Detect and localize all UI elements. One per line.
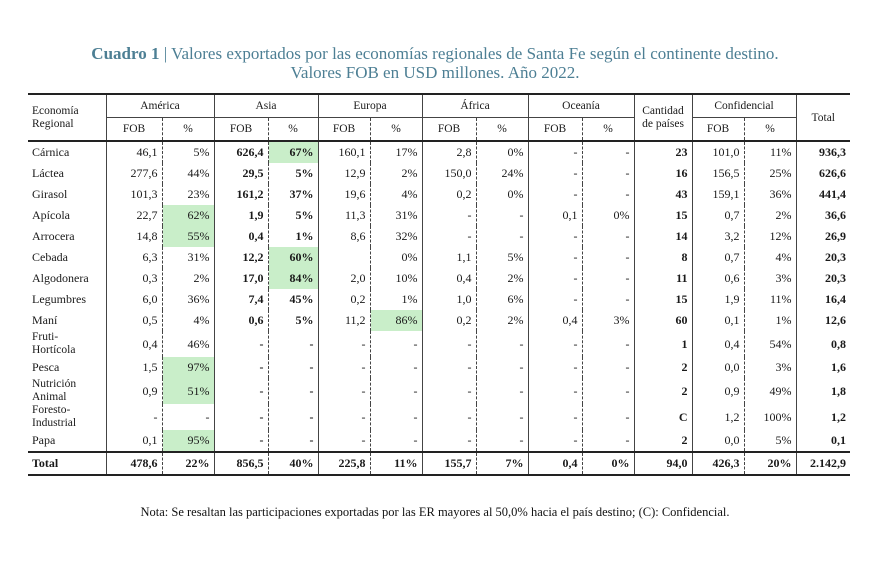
cell-eu-fob: 225,8	[318, 452, 370, 475]
cell-as-fob: 17,0	[214, 268, 268, 289]
row-label	[28, 226, 106, 247]
cell-am-pct: 4%	[162, 310, 214, 331]
row-label-line: Foresto-	[32, 404, 71, 416]
title-text: Valores exportados por las economías regionales de Santa Fe según el continente destino.	[171, 44, 779, 63]
cell-total: 0,8	[796, 331, 850, 357]
header-economia: Economía	[32, 104, 79, 117]
cell-am-fob: -	[106, 404, 162, 430]
cell-total: 20,3	[796, 247, 850, 268]
cell-am-fob: 6,0	[106, 289, 162, 310]
cell-oc-pct: 0%	[582, 205, 634, 226]
cell-as-fob: -	[214, 404, 268, 430]
total-row	[28, 452, 850, 475]
title-line-2: Valores FOB en USD millones. Año 2022.	[290, 63, 580, 82]
cell-af-fob: -	[422, 404, 476, 430]
cell-af-pct: -	[476, 357, 528, 378]
cell-as-pct: 5%	[268, 205, 318, 226]
cell-eu-fob: 11,3	[318, 205, 370, 226]
exports-table	[28, 93, 850, 476]
row-label	[28, 205, 106, 226]
table-row	[28, 163, 850, 184]
subheader-fob: FOB	[214, 118, 268, 142]
cell-cant: 16	[634, 163, 692, 184]
cell-co-fob: 0,0	[692, 357, 744, 378]
cell-co-fob: 0,9	[692, 378, 744, 404]
cell-as-fob: -	[214, 430, 268, 452]
cell-af-pct: 2%	[476, 268, 528, 289]
cell-cant: 2	[634, 357, 692, 378]
title-line-1	[0, 44, 870, 63]
cell-eu-pct: 2%	[370, 163, 422, 184]
cell-as-pct: 84%	[268, 268, 318, 289]
header-economia-regional	[28, 94, 106, 141]
cell-oc-pct: -	[582, 331, 634, 357]
cell-oc-pct: -	[582, 184, 634, 205]
cell-as-pct: 67%	[268, 141, 318, 163]
table-row	[28, 268, 850, 289]
subheader-fob: FOB	[318, 118, 370, 142]
cell-co-pct: 5%	[744, 430, 796, 452]
row-label-line: Pesca	[32, 360, 60, 374]
cell-co-pct: 49%	[744, 378, 796, 404]
cell-cant: 94,0	[634, 452, 692, 475]
table-row	[28, 289, 850, 310]
cell-oc-fob: -	[528, 331, 582, 357]
row-label	[28, 268, 106, 289]
table-row	[28, 141, 850, 163]
row-label-line: Papa	[32, 433, 56, 447]
cell-co-fob: 156,5	[692, 163, 744, 184]
table-row	[28, 310, 850, 331]
table-row	[28, 247, 850, 268]
cell-am-pct: 23%	[162, 184, 214, 205]
cell-cant: 23	[634, 141, 692, 163]
subheader-pct: %	[268, 118, 318, 142]
cell-oc-pct: -	[582, 378, 634, 404]
cell-oc-pct: 0%	[582, 452, 634, 475]
cell-eu-fob: 8,6	[318, 226, 370, 247]
table-row	[28, 331, 850, 357]
cell-oc-pct: -	[582, 226, 634, 247]
cell-cant: 15	[634, 205, 692, 226]
subheader-pct: %	[476, 118, 528, 142]
cell-oc-fob: -	[528, 226, 582, 247]
cell-cant: 60	[634, 310, 692, 331]
cell-eu-pct: 1%	[370, 289, 422, 310]
cell-oc-fob: -	[528, 163, 582, 184]
subheader-fob: FOB	[422, 118, 476, 142]
header-total: Total	[796, 94, 850, 141]
row-label-line: Arrocera	[32, 229, 75, 243]
cell-as-fob: -	[214, 378, 268, 404]
cell-as-pct: -	[268, 430, 318, 452]
cell-as-fob: 1,9	[214, 205, 268, 226]
cell-am-fob: 277,6	[106, 163, 162, 184]
cell-total: 2.142,9	[796, 452, 850, 475]
row-label	[28, 452, 106, 475]
cell-oc-fob: 0,4	[528, 310, 582, 331]
cell-af-pct: 6%	[476, 289, 528, 310]
cell-as-pct: -	[268, 331, 318, 357]
cell-af-fob: -	[422, 430, 476, 452]
header-row-2	[28, 118, 850, 142]
cell-eu-pct: 86%	[370, 310, 422, 331]
cell-as-fob: -	[214, 331, 268, 357]
cell-oc-fob: 0,4	[528, 452, 582, 475]
cell-am-fob: 478,6	[106, 452, 162, 475]
cell-am-pct: 2%	[162, 268, 214, 289]
cell-eu-pct: 0%	[370, 247, 422, 268]
cell-af-fob: 150,0	[422, 163, 476, 184]
cell-oc-fob: -	[528, 247, 582, 268]
cell-oc-pct: -	[582, 289, 634, 310]
cell-eu-pct: -	[370, 331, 422, 357]
cell-eu-fob: -	[318, 404, 370, 430]
subheader-pct: %	[744, 118, 796, 142]
table-row	[28, 184, 850, 205]
row-label-line: Legumbres	[32, 292, 86, 306]
cell-eu-fob: 12,9	[318, 163, 370, 184]
cell-am-fob: 0,9	[106, 378, 162, 404]
row-label-line: Hortícola	[32, 344, 76, 356]
cell-eu-pct: 4%	[370, 184, 422, 205]
cell-af-fob: 155,7	[422, 452, 476, 475]
subheader-pct: %	[370, 118, 422, 142]
cell-as-pct: -	[268, 404, 318, 430]
cell-am-pct: 51%	[162, 378, 214, 404]
cell-am-pct: 31%	[162, 247, 214, 268]
cell-eu-fob: 11,2	[318, 310, 370, 331]
cell-total: 626,6	[796, 163, 850, 184]
cell-eu-pct: -	[370, 404, 422, 430]
cell-am-fob: 22,7	[106, 205, 162, 226]
cell-af-pct: -	[476, 404, 528, 430]
cell-am-fob: 46,1	[106, 141, 162, 163]
row-label	[28, 289, 106, 310]
cell-as-pct: -	[268, 378, 318, 404]
row-label-line: Algodonera	[32, 271, 89, 285]
cell-am-pct: 46%	[162, 331, 214, 357]
cell-am-fob: 6,3	[106, 247, 162, 268]
header-confidencial: Confidencial	[692, 94, 796, 118]
cell-as-pct: 60%	[268, 247, 318, 268]
cell-co-fob: 159,1	[692, 184, 744, 205]
cell-af-fob: 2,8	[422, 141, 476, 163]
cell-total: 12,6	[796, 310, 850, 331]
cell-oc-pct: -	[582, 268, 634, 289]
cell-total: 26,9	[796, 226, 850, 247]
cell-co-fob: 101,0	[692, 141, 744, 163]
cell-af-pct: -	[476, 226, 528, 247]
cell-co-pct: 1%	[744, 310, 796, 331]
cell-co-pct: 20%	[744, 452, 796, 475]
cell-eu-pct: 32%	[370, 226, 422, 247]
cell-as-pct: 37%	[268, 184, 318, 205]
cell-oc-fob: -	[528, 289, 582, 310]
cell-oc-fob: -	[528, 357, 582, 378]
cell-co-fob: 0,1	[692, 310, 744, 331]
row-label	[28, 357, 106, 378]
cell-af-fob: -	[422, 378, 476, 404]
cell-cant: 14	[634, 226, 692, 247]
table-row	[28, 404, 850, 430]
cell-as-fob: 0,6	[214, 310, 268, 331]
row-label-line: Cárnica	[32, 145, 70, 159]
cell-co-fob: 426,3	[692, 452, 744, 475]
row-label-line: Fruti-	[32, 331, 59, 343]
cell-co-pct: 2%	[744, 205, 796, 226]
cell-co-pct: 3%	[744, 268, 796, 289]
cell-co-pct: 36%	[744, 184, 796, 205]
cell-eu-pct: 31%	[370, 205, 422, 226]
cell-co-pct: 100%	[744, 404, 796, 430]
cell-af-fob: -	[422, 357, 476, 378]
row-label-line: Industrial	[32, 417, 77, 429]
table-body	[28, 141, 850, 475]
cell-as-pct: 40%	[268, 452, 318, 475]
cell-af-pct: -	[476, 378, 528, 404]
cell-eu-fob: 0,2	[318, 289, 370, 310]
cell-af-pct: -	[476, 331, 528, 357]
cell-am-pct: -	[162, 404, 214, 430]
cell-co-fob: 3,2	[692, 226, 744, 247]
cell-co-pct: 54%	[744, 331, 796, 357]
header-cantidad: Cantidad	[642, 104, 684, 117]
row-label	[28, 184, 106, 205]
cell-af-pct: -	[476, 430, 528, 452]
cell-cant: 1	[634, 331, 692, 357]
header-africa: África	[422, 94, 528, 118]
cell-total: 441,4	[796, 184, 850, 205]
row-label	[28, 141, 106, 163]
cell-eu-pct: 17%	[370, 141, 422, 163]
cell-am-fob: 0,5	[106, 310, 162, 331]
cell-co-fob: 0,4	[692, 331, 744, 357]
cell-co-pct: 25%	[744, 163, 796, 184]
header-america: América	[106, 94, 214, 118]
cell-as-fob: 0,4	[214, 226, 268, 247]
cell-af-pct: -	[476, 205, 528, 226]
header-oceania: Oceanía	[528, 94, 634, 118]
cell-eu-pct: -	[370, 378, 422, 404]
cell-co-pct: 3%	[744, 357, 796, 378]
cell-cant: 11	[634, 268, 692, 289]
table-note: Nota: Se resaltan las participaciones exportadas por las ER mayores al 50,0% hacia el país destino; (C): Confidencial.	[140, 505, 730, 519]
cell-am-pct: 55%	[162, 226, 214, 247]
cell-cant: 15	[634, 289, 692, 310]
row-label-line: Láctea	[32, 166, 64, 180]
cell-total: 0,1	[796, 430, 850, 452]
cell-oc-fob: -	[528, 141, 582, 163]
header-cantidad-paises	[634, 94, 692, 141]
subheader-fob: FOB	[106, 118, 162, 142]
title-separator: |	[159, 44, 172, 63]
row-label-line: Apícola	[32, 208, 70, 222]
cell-co-pct: 4%	[744, 247, 796, 268]
cell-af-pct: 0%	[476, 141, 528, 163]
cell-co-fob: 0,7	[692, 247, 744, 268]
cell-af-pct: 2%	[476, 310, 528, 331]
cell-af-fob: -	[422, 205, 476, 226]
row-label	[28, 163, 106, 184]
cell-am-fob: 101,3	[106, 184, 162, 205]
cell-co-pct: 11%	[744, 141, 796, 163]
cell-co-fob: 1,2	[692, 404, 744, 430]
cell-am-pct: 44%	[162, 163, 214, 184]
cell-as-fob: 856,5	[214, 452, 268, 475]
row-label-line: Nutrición	[32, 378, 77, 390]
cell-eu-pct: 11%	[370, 452, 422, 475]
subheader-pct: %	[582, 118, 634, 142]
cell-am-fob: 0,4	[106, 331, 162, 357]
cell-eu-fob: -	[318, 378, 370, 404]
row-label	[28, 310, 106, 331]
row-label-line: Total	[32, 456, 59, 470]
cell-as-pct: 1%	[268, 226, 318, 247]
cell-oc-pct: 3%	[582, 310, 634, 331]
cell-af-fob: 1,1	[422, 247, 476, 268]
cell-eu-fob: -	[318, 357, 370, 378]
cell-oc-fob: -	[528, 404, 582, 430]
cell-eu-pct: -	[370, 357, 422, 378]
cell-oc-pct: -	[582, 357, 634, 378]
subheader-fob: FOB	[692, 118, 744, 142]
cell-af-fob: -	[422, 226, 476, 247]
cell-cant: 2	[634, 430, 692, 452]
cell-cant: 2	[634, 378, 692, 404]
subheader-pct: %	[162, 118, 214, 142]
table-row	[28, 430, 850, 452]
cell-oc-fob: -	[528, 268, 582, 289]
cell-as-pct: 5%	[268, 310, 318, 331]
cell-af-fob: 0,4	[422, 268, 476, 289]
row-label-line: Maní	[32, 313, 58, 327]
table-row	[28, 226, 850, 247]
cell-eu-fob: 160,1	[318, 141, 370, 163]
cell-as-pct: -	[268, 357, 318, 378]
cell-total: 1,6	[796, 357, 850, 378]
row-label	[28, 430, 106, 452]
cell-co-fob: 0,0	[692, 430, 744, 452]
cell-am-fob: 0,1	[106, 430, 162, 452]
cell-eu-fob	[318, 247, 370, 268]
cell-af-fob: 1,0	[422, 289, 476, 310]
cell-as-fob: 29,5	[214, 163, 268, 184]
cell-total: 936,3	[796, 141, 850, 163]
cell-as-pct: 45%	[268, 289, 318, 310]
row-label	[28, 331, 106, 357]
cell-co-fob: 0,7	[692, 205, 744, 226]
table-row	[28, 205, 850, 226]
header-regional: Regional	[32, 117, 74, 130]
header-de-paises: de países	[642, 117, 684, 130]
cell-as-fob: 626,4	[214, 141, 268, 163]
cell-total: 16,4	[796, 289, 850, 310]
cell-am-pct: 22%	[162, 452, 214, 475]
cell-af-fob: 0,2	[422, 310, 476, 331]
header-europa: Europa	[318, 94, 422, 118]
cell-as-fob: -	[214, 357, 268, 378]
cell-co-fob: 1,9	[692, 289, 744, 310]
cell-oc-fob: 0,1	[528, 205, 582, 226]
table-title	[0, 44, 870, 82]
cell-af-pct: 7%	[476, 452, 528, 475]
cell-af-fob: 0,2	[422, 184, 476, 205]
cell-am-pct: 5%	[162, 141, 214, 163]
cell-co-fob: 0,6	[692, 268, 744, 289]
cell-total: 1,8	[796, 378, 850, 404]
cell-am-pct: 62%	[162, 205, 214, 226]
cell-as-pct: 5%	[268, 163, 318, 184]
cell-total: 20,3	[796, 268, 850, 289]
cell-am-fob: 1,5	[106, 357, 162, 378]
cell-total: 1,2	[796, 404, 850, 430]
subheader-fob: FOB	[528, 118, 582, 142]
cell-eu-fob: -	[318, 430, 370, 452]
cell-cant: 8	[634, 247, 692, 268]
table-row	[28, 378, 850, 404]
cell-oc-pct: -	[582, 247, 634, 268]
row-label	[28, 378, 106, 404]
cell-cant: C	[634, 404, 692, 430]
row-label-line: Girasol	[32, 187, 68, 201]
cell-total: 36,6	[796, 205, 850, 226]
row-label	[28, 404, 106, 430]
cell-oc-fob: -	[528, 378, 582, 404]
cell-af-pct: 5%	[476, 247, 528, 268]
cell-af-pct: 0%	[476, 184, 528, 205]
cell-eu-fob: 2,0	[318, 268, 370, 289]
header-asia: Asia	[214, 94, 318, 118]
cell-af-fob: -	[422, 331, 476, 357]
cell-eu-pct: 10%	[370, 268, 422, 289]
cell-am-pct: 95%	[162, 430, 214, 452]
cell-oc-fob: -	[528, 430, 582, 452]
cell-oc-pct: -	[582, 141, 634, 163]
row-label	[28, 247, 106, 268]
cell-af-pct: 24%	[476, 163, 528, 184]
cell-am-fob: 0,3	[106, 268, 162, 289]
cell-co-pct: 11%	[744, 289, 796, 310]
cell-eu-pct: -	[370, 430, 422, 452]
table-row	[28, 357, 850, 378]
cell-oc-pct: -	[582, 430, 634, 452]
title-label: Cuadro 1	[91, 44, 160, 63]
cell-eu-fob: -	[318, 331, 370, 357]
row-label-line: Animal	[32, 391, 67, 403]
row-label-line: Cebada	[32, 250, 68, 264]
cell-am-fob: 14,8	[106, 226, 162, 247]
cell-as-fob: 7,4	[214, 289, 268, 310]
cell-as-fob: 12,2	[214, 247, 268, 268]
cell-eu-fob: 19,6	[318, 184, 370, 205]
cell-co-pct: 12%	[744, 226, 796, 247]
cell-as-fob: 161,2	[214, 184, 268, 205]
header-row-1	[28, 94, 850, 118]
cell-cant: 43	[634, 184, 692, 205]
cell-oc-fob: -	[528, 184, 582, 205]
cell-am-pct: 36%	[162, 289, 214, 310]
cell-am-pct: 97%	[162, 357, 214, 378]
cell-oc-pct: -	[582, 404, 634, 430]
cell-oc-pct: -	[582, 163, 634, 184]
